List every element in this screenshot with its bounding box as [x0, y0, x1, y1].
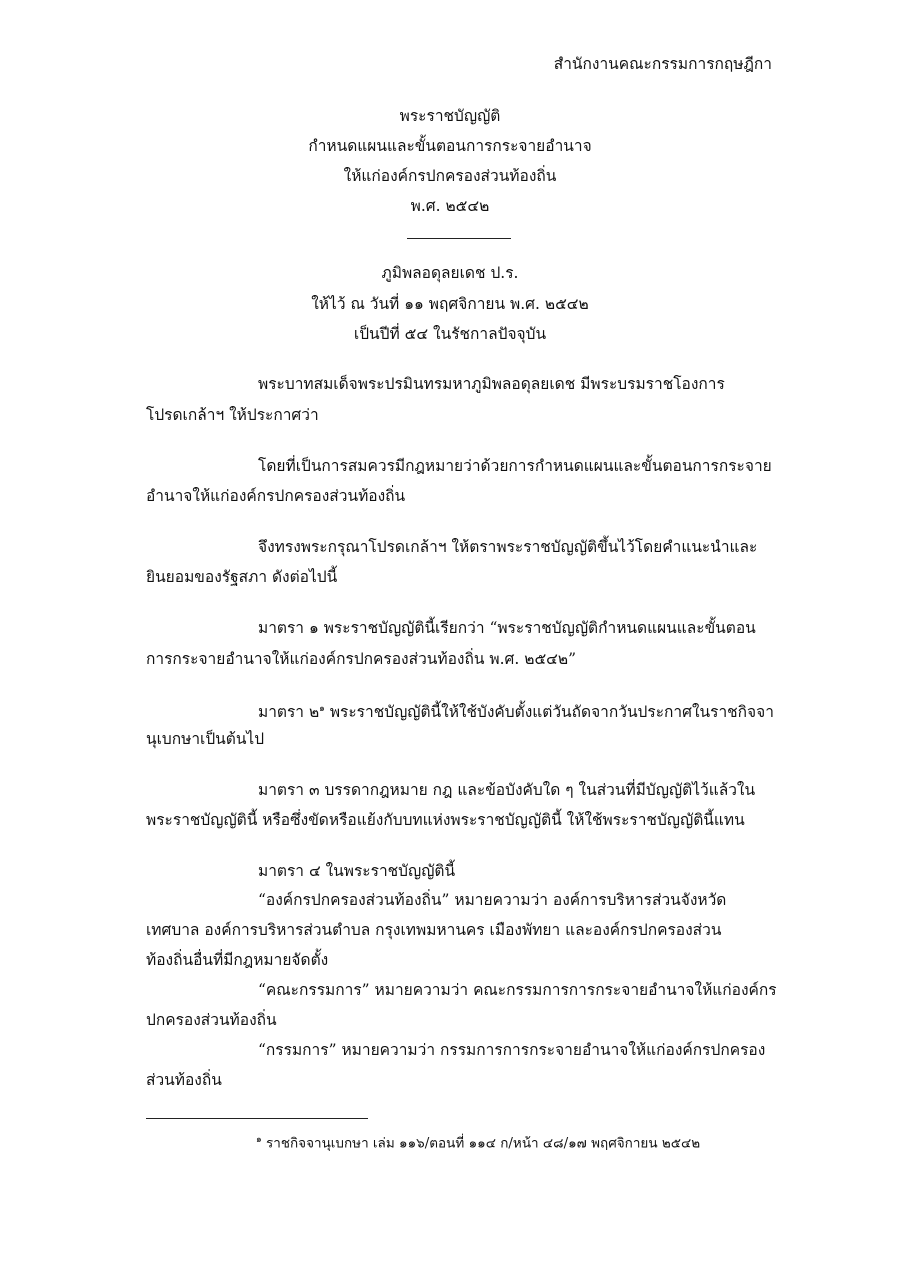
preamble-1-line-2: โปรดเกล้าฯ ให้ประกาศว่า [146, 406, 319, 424]
section-1-line-2: การกระจายอำนาจให้แก่องค์กรปกครองส่วนท้องถิ่น พ.ศ. ๒๕๔๒” [146, 650, 577, 668]
definition-2-line-1: “คณะกรรมการ” หมายความว่า คณะกรรมการการกระจายอำนาจให้แก่องค์กร [258, 981, 777, 999]
preamble-3-line-2: ยินยอมของรัฐสภา ดังต่อไปนี้ [146, 568, 338, 586]
royal-name: ภูมิพลอดุลยเดช ป.ร. [381, 264, 519, 282]
act-title: พระราชบัญญัติ [399, 107, 501, 125]
section-4-heading: มาตรา ๔ ในพระราชบัญญัตินี้ [258, 862, 456, 880]
section-1-line-1: มาตรา ๑ พระราชบัญญัตินี้เรียกว่า “พระราชบัญญัติกำหนดแผนและขั้นตอน [258, 619, 756, 637]
footnote [256, 1129, 700, 1155]
definition-1-line-3: ท้องถิ่นอื่นที่มีกฎหมายจัดตั้ง [146, 951, 329, 969]
definition-1-line-2: เทศบาล องค์การบริหารส่วนตำบล กรุงเทพมหานคร เมืองพัทยา และองค์กรปกครองส่วน [146, 921, 722, 939]
footnote-divider [146, 1118, 368, 1119]
section-2-line-1 [258, 698, 774, 723]
title-divider [407, 238, 511, 239]
footnote-reference: ๑ [319, 704, 325, 714]
given-date: ให้ไว้ ณ วันที่ ๑๑ พฤศจิกายน พ.ศ. ๒๕๔๒ [311, 295, 589, 313]
section-2-text: พระราชบัญญัตินี้ให้ใช้บังคับตั้งแต่วันถัดจากวันประกาศในราชกิจจา [324, 703, 774, 722]
definition-2-line-2: ปกครองส่วนท้องถิ่น [146, 1011, 277, 1029]
reign-year: เป็นปีที่ ๕๔ ในรัชกาลปัจจุบัน [353, 325, 547, 343]
definition-3-line-1: “กรรมการ” หมายความว่า กรรมการการกระจายอำนาจให้แก่องค์กรปกครอง [258, 1041, 766, 1059]
preamble-2-line-1: โดยที่เป็นการสมควรมีกฎหมายว่าด้วยการกำหนดแผนและขั้นตอนการกระจาย [258, 457, 772, 475]
preamble-1-line-1: พระบาทสมเด็จพระปรมินทรมหาภูมิพลอดุลยเดช มีพระบรมราชโองการ [258, 375, 725, 393]
footnote-text: ราชกิจจานุเบกษา เล่ม ๑๑๖/ตอนที่ ๑๑๔ ก/หน้า ๔๘/๑๗ พฤศจิกายน ๒๕๔๒ [261, 1135, 701, 1152]
office-header: สำนักงานคณะกรรมการกฤษฎีกา [553, 55, 772, 73]
act-subtitle-2: ให้แก่องค์กรปกครองส่วนท้องถิ่น [343, 167, 557, 185]
preamble-2-line-2: อำนาจให้แก่องค์กรปกครองส่วนท้องถิ่น [146, 487, 406, 505]
act-subtitle-1: กำหนดแผนและขั้นตอนการกระจายอำนาจ [308, 137, 592, 155]
act-year: พ.ศ. ๒๕๔๒ [410, 197, 490, 215]
definition-3-line-2: ส่วนท้องถิ่น [146, 1071, 222, 1089]
definition-1-line-1: “องค์กรปกครองส่วนท้องถิ่น” หมายความว่า องค์การบริหารส่วนจังหวัด [258, 891, 727, 909]
section-3-line-2: พระราชบัญญัตินี้ หรือซึ่งขัดหรือแย้งกับบทแห่งพระราชบัญญัตินี้ ให้ใช้พระราชบัญญัตินี้แทน [146, 811, 745, 829]
section-2-label: มาตรา ๒ [258, 703, 320, 722]
footnote-mark: ๑ [256, 1135, 262, 1145]
section-2-line-2: นุเบกษาเป็นต้นไป [146, 730, 265, 748]
preamble-3-line-1: จึงทรงพระกรุณาโปรดเกล้าฯ ให้ตราพระราชบัญญัติขึ้นไว้โดยคำแนะนำและ [258, 538, 758, 556]
section-3-line-1: มาตรา ๓ บรรดากฎหมาย กฎ และข้อบังคับใด ๆ ในส่วนที่มีบัญญัติไว้แล้วใน [258, 781, 756, 799]
